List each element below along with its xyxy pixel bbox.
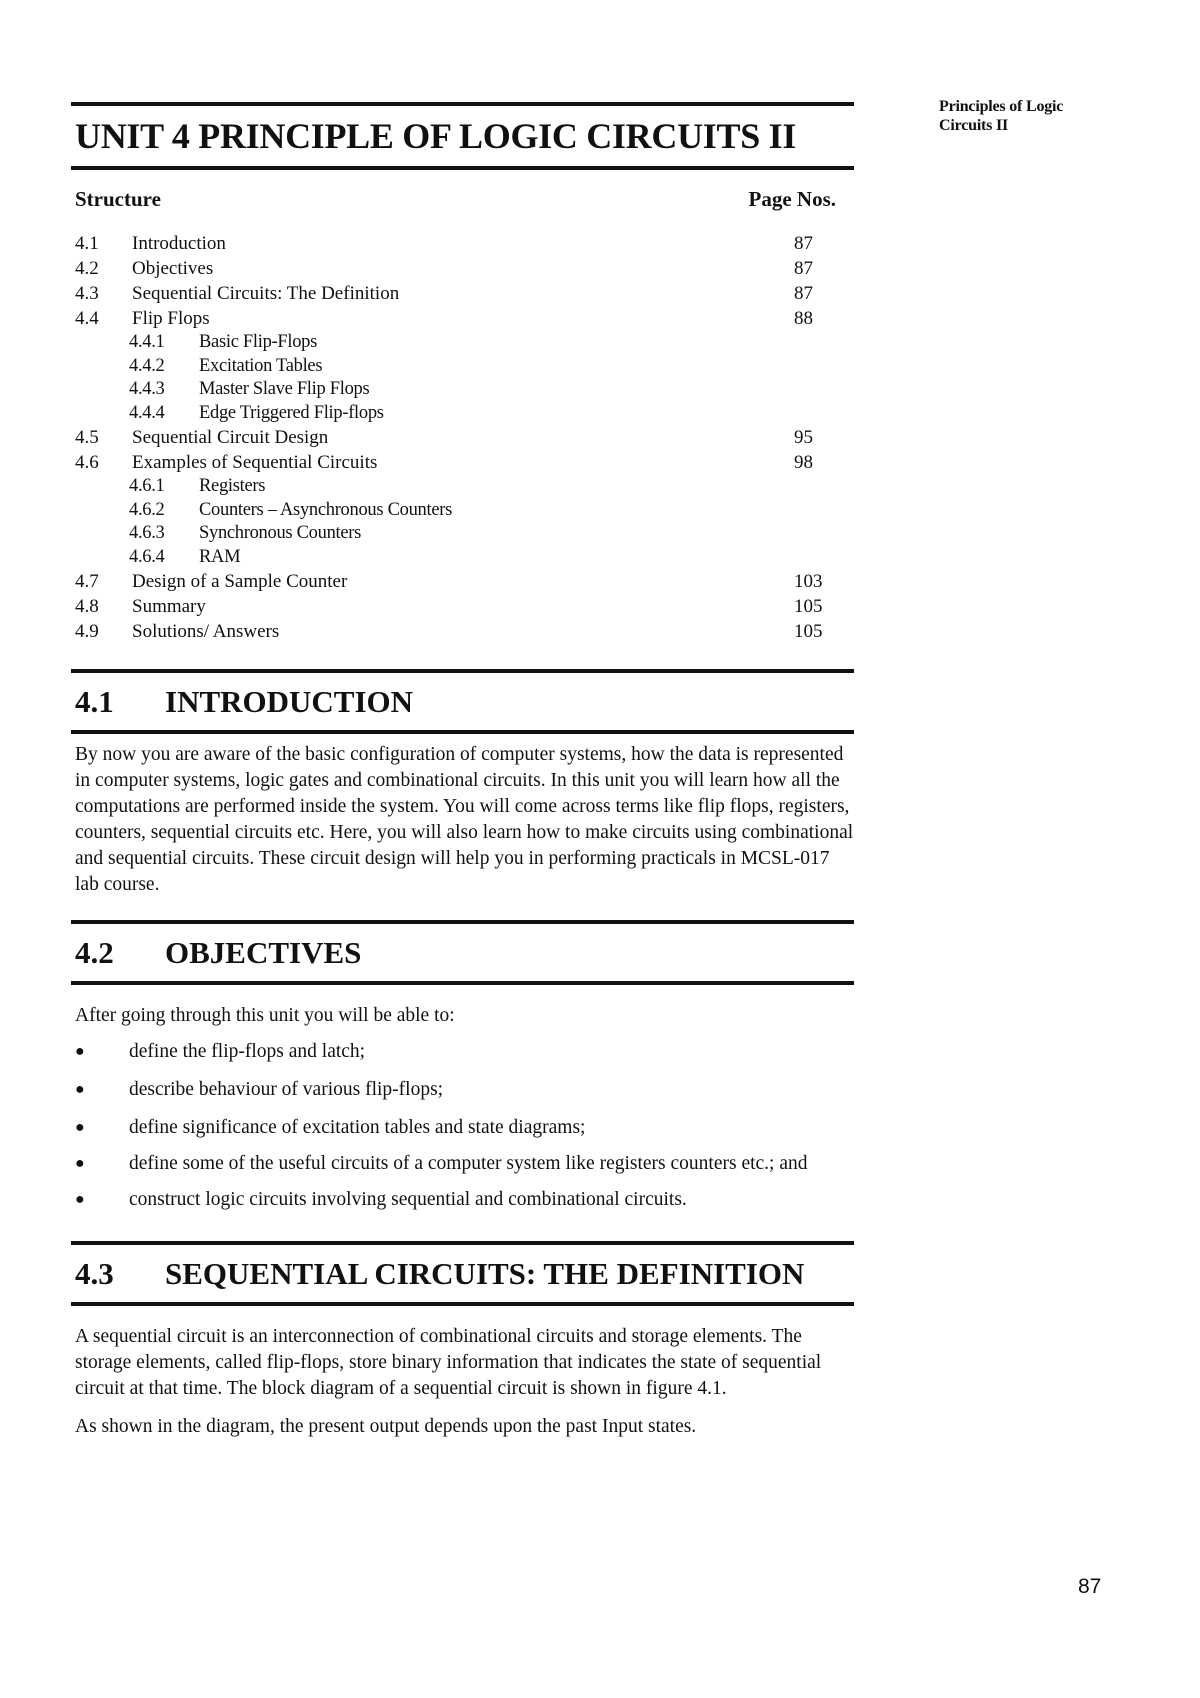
toc-entry (71, 281, 854, 306)
toc-entry-number: 4.9 (75, 621, 99, 642)
running-header-line-2: Circuits II (939, 117, 1009, 134)
toc-entry-title: Solutions/ Answers (132, 621, 280, 642)
toc-entry-title: Summary (132, 596, 206, 617)
toc-entry-title: Flip Flops (132, 308, 210, 329)
toc-entry-number: 4.6.2 (129, 499, 165, 520)
toc-entry-title: Synchronous Counters (199, 523, 362, 543)
toc-entry-page: 95 (794, 427, 813, 448)
toc-entry-title: Excitation Tables (199, 355, 323, 376)
section-title: SEQUENTIAL CIRCUITS: THE DEFINITION (165, 1256, 805, 1291)
toc-entry-title: Counters – Asynchronous Counters (199, 499, 452, 520)
toc-entry (71, 450, 854, 475)
section-heading-introduction (71, 673, 854, 730)
toc-entry-title: Basic Flip-Flops (199, 332, 318, 352)
introduction-paragraph: By now you are aware of the basic configuration of computer systems, how the data is represented in computer systems, logic gates and combinational circuits. In this unit you will learn how all the computations are performed inside the system. You will come across terms like flip flops, registers, counters, sequential circuits etc. Here, you will also learn how to make circuits using combinational and sequential circuits. These circuit design will help you in performing practicals in MCSL-017 lab course. (75, 744, 854, 895)
section-number: 4.1 (75, 684, 114, 719)
objective-item (71, 1071, 854, 1109)
page-number: 87 (1078, 1575, 1102, 1598)
running-header-line-1: Principles of Logic (939, 98, 1064, 115)
toc-entry-page: 88 (794, 308, 813, 329)
toc-entry (71, 355, 854, 379)
toc-entry-page: 103 (794, 571, 823, 592)
toc-entry-number: 4.4.3 (129, 379, 165, 399)
structure-header (71, 187, 854, 212)
toc-entry-title: Examples of Sequential Circuits (132, 452, 378, 473)
section-title: INTRODUCTION (165, 684, 414, 719)
section-4-2-bottom-rule (71, 981, 854, 985)
toc-entry-page (794, 355, 854, 379)
toc-entry-page: 105 (794, 596, 823, 617)
toc-entry (71, 475, 854, 499)
toc-entry-number: 4.8 (75, 596, 99, 617)
toc-entry-number: 4.7 (75, 571, 99, 592)
section-number: 4.3 (75, 1256, 114, 1291)
toc-entry (71, 306, 854, 331)
toc-entry (71, 425, 854, 450)
toc-entry-page: 87 (794, 283, 813, 304)
toc-entry-page (794, 402, 854, 426)
objective-item (71, 1147, 854, 1181)
section-heading-objectives (71, 924, 854, 981)
toc-entry-page: 98 (794, 452, 813, 473)
toc-entry-title: Design of a Sample Counter (132, 571, 348, 592)
toc-entry (71, 331, 854, 355)
toc-entry (71, 546, 854, 570)
page-nos-label: Page Nos. (748, 187, 836, 211)
toc-entry-page (794, 475, 854, 499)
toc-entry-page: 105 (794, 621, 823, 642)
toc-entry-number: 4.5 (75, 427, 99, 448)
toc-entry-number: 4.4.4 (129, 402, 165, 423)
toc-entry-page: 87 (794, 233, 813, 254)
objective-item (71, 1109, 854, 1147)
toc-entry-title: RAM (199, 546, 241, 567)
toc-entry-page: 87 (794, 258, 813, 279)
toc-entry (71, 231, 854, 256)
toc-entry-number: 4.4.2 (129, 355, 165, 376)
objectives-lead: After going through this unit you will be able to: (75, 1005, 455, 1026)
toc-entry-number: 4.4 (75, 308, 99, 329)
bullet-icon: ● (75, 1119, 85, 1136)
toc-entry-title: Sequential Circuit Design (132, 427, 329, 448)
toc-entry (71, 378, 854, 402)
objectives-list (71, 1033, 854, 1219)
bullet-icon: ● (75, 1191, 85, 1208)
toc-entry-number: 4.6.4 (129, 546, 165, 567)
toc-entry-number: 4.6 (75, 452, 99, 473)
section-number: 4.2 (75, 935, 114, 970)
objective-text: construct logic circuits involving sequential and combinational circuits. (129, 1189, 687, 1210)
objective-item (71, 1181, 854, 1219)
toc-entry (71, 499, 854, 523)
toc-entry-title: Master Slave Flip Flops (199, 379, 370, 399)
toc-entry-title: Sequential Circuits: The Definition (132, 283, 400, 304)
table-of-contents (71, 231, 854, 644)
toc-entry (71, 619, 854, 644)
objective-text: describe behaviour of various flip-flops; (129, 1079, 444, 1100)
sequential-paragraph-2: As shown in the diagram, the present output depends upon the past Input states. (75, 1416, 697, 1437)
toc-entry (71, 256, 854, 281)
section-4-1-bottom-rule (71, 730, 854, 734)
toc-entry-page (794, 378, 854, 402)
toc-entry-number: 4.2 (75, 258, 99, 279)
bullet-icon: ● (75, 1081, 85, 1098)
main-content (71, 102, 854, 1440)
title-bottom-rule (71, 166, 854, 170)
toc-entry (71, 594, 854, 619)
toc-entry-number: 4.4.1 (129, 332, 165, 352)
toc-entry-page (794, 522, 854, 546)
bullet-icon: ● (75, 1043, 85, 1060)
running-header (939, 97, 1159, 135)
section-title: OBJECTIVES (165, 935, 362, 970)
sequential-paragraph-1: A sequential circuit is an interconnection of combinational circuits and storage elements. The storage elements, called flip-flops, store binary information that indicates the state of sequential circuit at that time. The block diagram of a sequential circuit is shown in figure 4.1. (75, 1326, 822, 1399)
toc-entry-title: Registers (199, 476, 266, 496)
unit-title: UNIT 4 PRINCIPLE OF LOGIC CIRCUITS II (75, 116, 797, 156)
toc-entry-page (794, 499, 854, 523)
bullet-icon: ● (75, 1155, 85, 1172)
toc-entry-number: 4.3 (75, 283, 99, 304)
toc-entry-page (794, 546, 854, 570)
section-heading-sequential-circuits (71, 1245, 854, 1302)
toc-entry (71, 522, 854, 546)
toc-entry-number: 4.6.3 (129, 523, 165, 543)
objective-text: define the flip-flops and latch; (129, 1041, 366, 1062)
objective-item (71, 1033, 854, 1071)
toc-entry-title: Introduction (132, 233, 226, 254)
toc-entry (71, 569, 854, 594)
section-4-3-bottom-rule (71, 1302, 854, 1306)
toc-entry-title: Objectives (132, 258, 214, 279)
toc-entry-number: 4.6.1 (129, 476, 165, 496)
objective-text: define some of the useful circuits of a computer system like registers counters etc.; and (129, 1153, 808, 1174)
toc-entry-page (794, 331, 854, 355)
toc-entry-number: 4.1 (75, 233, 99, 254)
objective-text: define significance of excitation tables and state diagrams; (129, 1117, 586, 1138)
structure-label: Structure (75, 187, 161, 211)
toc-entry-title: Edge Triggered Flip-flops (199, 402, 384, 423)
toc-entry (71, 402, 854, 426)
